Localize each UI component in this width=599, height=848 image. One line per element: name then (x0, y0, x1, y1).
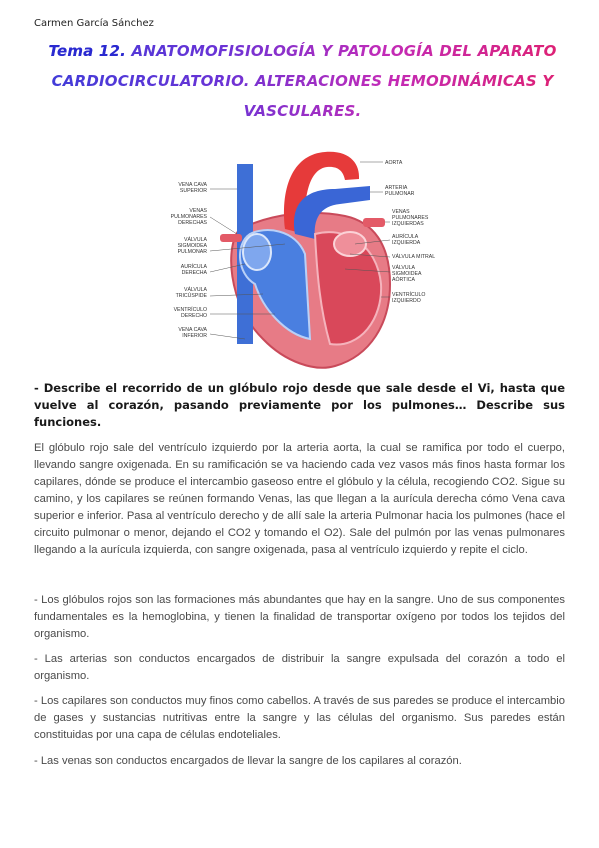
right-atrium (243, 234, 271, 270)
label-aorta: AORTA (385, 160, 403, 166)
paragraph-recorrido: El glóbulo rojo sale del ventrículo izquierdo por la arteria aorta, la cual se ramifica por todo el cuerpo, llevando sangre oxigenada. En su ramificación se va haciendo cada vez vasos más finos hasta formar los capilares, dónde se produce el intercambio gaseoso entre el glóbulo y la célula, recogiendo CO2. Sigue su camino, y los capilares se reúnen formando Venas, las que llegan a la aurícula derecha cómo Vena cava superior e inferior. Pasa al ventrículo derecho y de allí sale la arteria Pulmonar hacia los pulmones (hace el circuito pulmonar o menor, dejando el CO2 y tomando el O2). Sale del pulmón por las venas pulmonares llegando a la aurícula izquierda, con sangre oxigenada, pasa al ventrículo izquierdo y repite el ciclo. (34, 442, 565, 556)
title-line3: VASCULARES. (243, 102, 362, 120)
label-valvula-mitral: VÁLVULA MITRAL (392, 254, 436, 260)
author-name: Carmen García Sánchez (34, 18, 154, 29)
label-venas-pulm-izq-1: VENAS (392, 209, 410, 215)
title-line1: ANATOMOFISIOLOGÍA Y PATOLOGÍA DEL APARATO (126, 42, 557, 60)
label-venas-pulm-der-3: DERECHAS (178, 220, 207, 226)
label-venas-pulm-der-2: PULMONARES (170, 214, 207, 220)
label-venas-pulm-izq-2: PULMONARES (392, 215, 429, 221)
label-auricula-izquierda-1: AURÍCULA (392, 234, 419, 240)
label-ventriculo-derecho-2: DERECHO (181, 313, 207, 319)
label-vena-cava-superior-2: SUPERIOR (179, 188, 207, 194)
title-line2: CARDIOCIRCULATORIO. ALTERACIONES HEMODINÁMICAS Y (51, 72, 554, 90)
label-valvula-tricuspide-2: TRICÚSPIDE (175, 293, 207, 299)
question-text: - Describe el recorrido de un glóbulo rojo desde que sale desde el Vi, hasta que vuelve al corazón, pasando previamente por los pulmones… Describe sus funciones. (34, 381, 565, 429)
label-valvula-pulmonar-3: PULMONAR (177, 249, 207, 255)
label-vena-cava-inferior-2: INFERIOR (182, 333, 207, 339)
label-ventriculo-izquierdo-1: VENTRÍCULO (392, 292, 426, 298)
label-ventriculo-derecho-1: VENTRÍCULO (173, 307, 207, 313)
label-venas-pulm-der-1: VENAS (189, 208, 207, 214)
document-title (30, 36, 575, 126)
label-auricula-derecha-1: AURÍCULA (180, 264, 207, 270)
label-valvula-pulmonar-1: VÁLVULA (184, 237, 207, 243)
label-arteria-pulmonar-2: PULMONAR (385, 191, 415, 197)
label-ventriculo-izquierdo-2: IZQUIERDO (392, 298, 421, 304)
label-arteria-pulmonar-1: ARTERIA (385, 185, 408, 191)
paragraph-capilares: - Los capilares son conductos muy finos como cabellos. A través de sus paredes se produce el intercambio de gases y sustancias nutritivas entre la sangre y las células del organismo. Sus paredes están constituidas por una capa de células endoteliales. (34, 695, 565, 741)
heart-diagram (145, 134, 455, 374)
label-valvula-tricuspide-1: VÁLVULA (184, 287, 207, 293)
label-vena-cava-inferior-1: VENA CAVA (178, 327, 207, 333)
title-prefix: Tema 12. (48, 42, 127, 60)
label-venas-pulm-izq-3: IZQUIERDAS (392, 221, 424, 227)
left-labels (171, 182, 208, 339)
label-valvula-pulmonar-2: SIGMOIDEA (177, 243, 207, 249)
right-labels (385, 160, 435, 304)
left-atrium (334, 232, 366, 256)
label-valvula-aortica-2: SIGMOIDEA (392, 271, 422, 277)
label-auricula-izquierda-2: IZQUIERDA (392, 240, 421, 246)
pulmonary-veins-right (220, 234, 242, 242)
paragraph-arterias: - Las arterias son conductos encargados de distribuir la sangre expulsada del corazón a todo el organismo. (34, 653, 565, 682)
label-auricula-derecha-2: DERECHA (181, 270, 207, 276)
label-vena-cava-superior-1: VENA CAVA (178, 182, 207, 188)
pulmonary-veins-left (363, 218, 385, 227)
label-valvula-aortica-1: VÁLVULA (392, 265, 415, 271)
paragraph-venas: - Las venas son conductos encargados de llevar la sangre de los capilares al corazón. (34, 755, 462, 767)
paragraph-globulos-rojos: - Los glóbulos rojos son las formaciones más abundantes que hay en la sangre. Uno de sus componentes fundamentales es la hemoglobina, y tienen la finalidad de transportar oxígeno por todos los tejidos del organismo. (34, 594, 565, 640)
label-valvula-aortica-3: AÓRTICA (392, 277, 415, 283)
